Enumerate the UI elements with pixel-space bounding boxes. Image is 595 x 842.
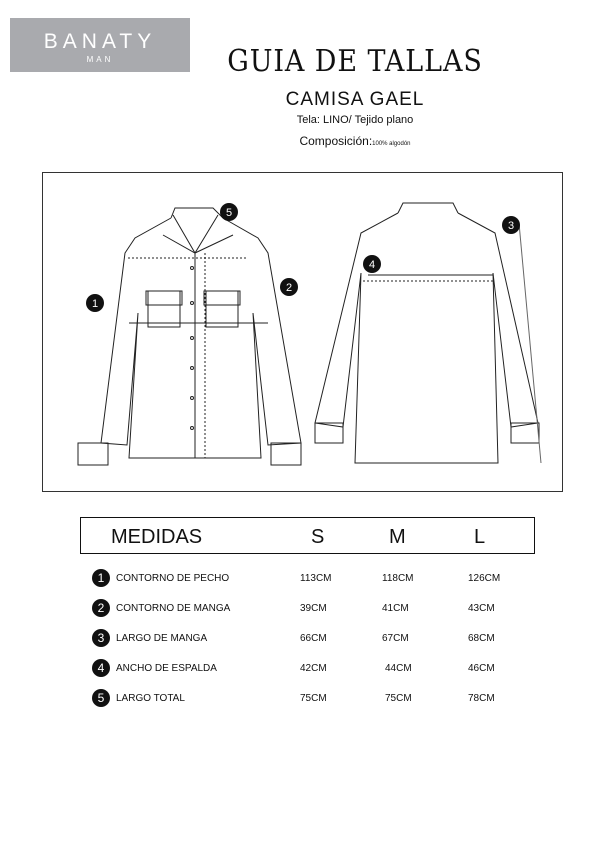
table-row [92,599,552,617]
value-l: 46CM [468,663,495,674]
row-number: 4 [92,659,110,677]
composition-label: Composición: [299,134,373,148]
row-label: LARGO TOTAL [116,693,185,704]
table-row [92,659,552,677]
page-title: GUIA DE TALLAS [227,44,483,79]
size-table-header [80,517,535,554]
measure-marker-4 [363,255,381,273]
table-row [92,689,552,707]
marker-text: 2 [285,282,293,294]
value-s: 75CM [300,693,327,704]
row-number: 2 [92,599,110,617]
brand-logo [10,18,190,72]
value-l: 43CM [468,603,495,614]
row-number: 1 [92,569,110,587]
row-number: 3 [92,629,110,647]
row-number: 5 [92,689,110,707]
value-m: 67CM [382,633,409,644]
measure-marker-3 [502,216,520,234]
shirt-illustration [43,173,564,493]
row-label: LARGO DE MANGA [116,633,208,644]
value-s: 39CM [300,603,327,614]
value-m: 75CM [385,693,412,704]
value-s: 66CM [300,633,327,644]
front-shirt-drawing [78,208,301,465]
table-row [92,629,552,647]
table-row [92,569,552,587]
value-s: 113CM [300,573,332,584]
fabric-info: Tela: LINO/ Tejido plano [296,114,414,126]
size-s: S [311,526,325,548]
value-m: 44CM [385,663,412,674]
marker-text: 5 [225,207,233,219]
product-name: CAMISA GAEL [285,89,425,110]
size-l: L [474,526,486,548]
logo-brand: BANATY [43,30,157,53]
composition-value: 100% algodón [372,141,411,147]
row-label: CONTORNO DE MANGA [116,603,231,614]
row-label: CONTORNO DE PECHO [116,573,230,584]
measure-marker-1 [86,294,104,312]
table-title: MEDIDAS [111,526,203,548]
marker-text: 3 [507,220,515,232]
back-shirt-drawing [315,203,541,463]
value-m: 41CM [382,603,409,614]
value-m: 118CM [382,573,414,584]
marker-text: 4 [368,259,376,271]
row-label: ANCHO DE ESPALDA [116,663,217,674]
logo-sub: MAN [86,55,114,64]
size-m: M [389,526,406,548]
value-s: 42CM [300,663,327,674]
value-l: 78CM [468,693,495,704]
composition-info [205,134,505,148]
shirt-diagram [42,172,563,492]
value-l: 68CM [468,633,495,644]
measure-marker-2 [280,278,298,296]
measure-marker-5 [220,203,238,221]
value-l: 126CM [468,573,501,584]
marker-text: 1 [91,298,99,310]
